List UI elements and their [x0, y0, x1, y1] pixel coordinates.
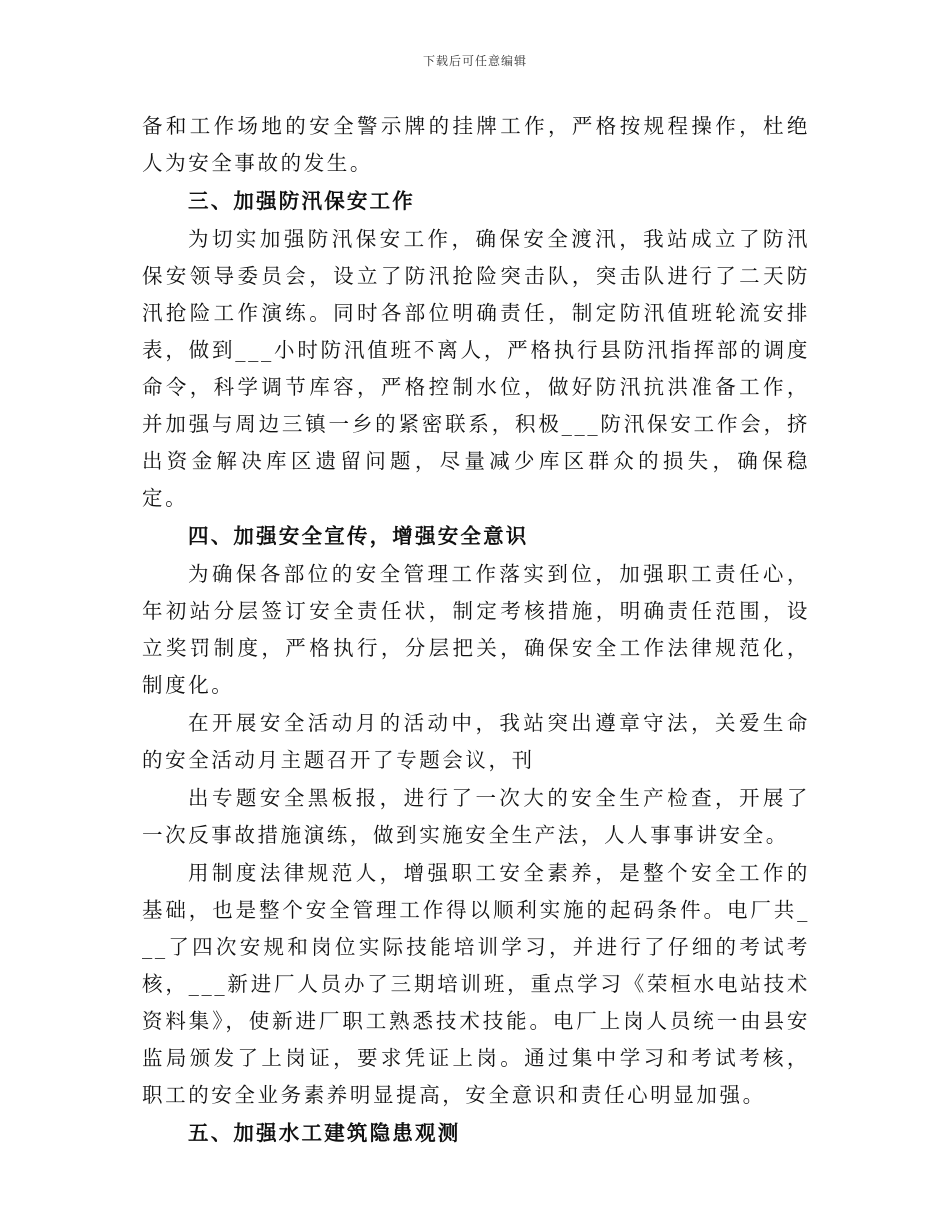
heading-safety-publicity: 四、加强安全宣传，增强安全意识	[188, 524, 529, 548]
paragraph-responsibility: 为确保各部位的安全管理工作落实到位，加强职工责任心，年初站分层签订安全责任状，制定考核措施，明确责任范围，设立奖罚制度，严格执行，分层把关，确保安全工作法律规范化，制度化。	[142, 562, 810, 697]
paragraph-blackboard: 出专题安全黑板报，进行了一次大的安全生产检查，开展了一次反事故措施演练，做到实施安全生产法，人人事事讲安全。	[142, 786, 810, 847]
paragraph-safety-signs: 备和工作场地的安全警示牌的挂牌工作，严格按规程操作，杜绝人为安全事故的发生。	[142, 114, 810, 175]
paragraph-flood-control: 为切实加强防汛保安工作，确保安全渡汛，我站成立了防汛保安领导委员会，设立了防汛抢险突击队，突击队进行了二天防汛抢险工作演练。同时各部位明确责任，制定防汛值班轮流安排表，做到___小时防汛值班不离人，严格执行县防汛指挥部的调度命令，科学调节库容，严格控制水位，做好防汛抗洪准备工作，并加强与周边三镇一乡的紧密联系，积极___防汛保安工作会，挤出资金解决库区遗留问题，尽量减少库区群众的损失，确保稳定。	[142, 227, 810, 510]
heading-hydraulic-monitoring: 五、加强水工建筑隐患观测	[188, 1121, 461, 1145]
document-body	[142, 108, 810, 1153]
page-header: 下载后可任意编辑	[422, 54, 527, 68]
heading-flood-control: 三、加强防汛保安工作	[188, 189, 415, 213]
paragraph-safety-month: 在开展安全活动月的活动中，我站突出遵章守法，关爱生命的安全活动月主题召开了专题会议，刊	[142, 711, 810, 772]
paragraph-training: 用制度法律规范人，增强职工安全素养，是整个安全工作的基础，也是整个安全管理工作得以顺利实施的起码条件。电厂共___了四次安规和岗位实际技能培训学习，并进行了仔细的考试考核，___新进厂人员办了三期培训班，重点学习《荣桓水电站技术资料集》，使新进厂职工熟悉技术技能。电厂上岗人员统一由县安监局颁发了上岗证，要求凭证上岗。通过集中学习和考试考核，职工的安全业务素养明显提高，安全意识和责任心明显加强。	[142, 861, 810, 1107]
